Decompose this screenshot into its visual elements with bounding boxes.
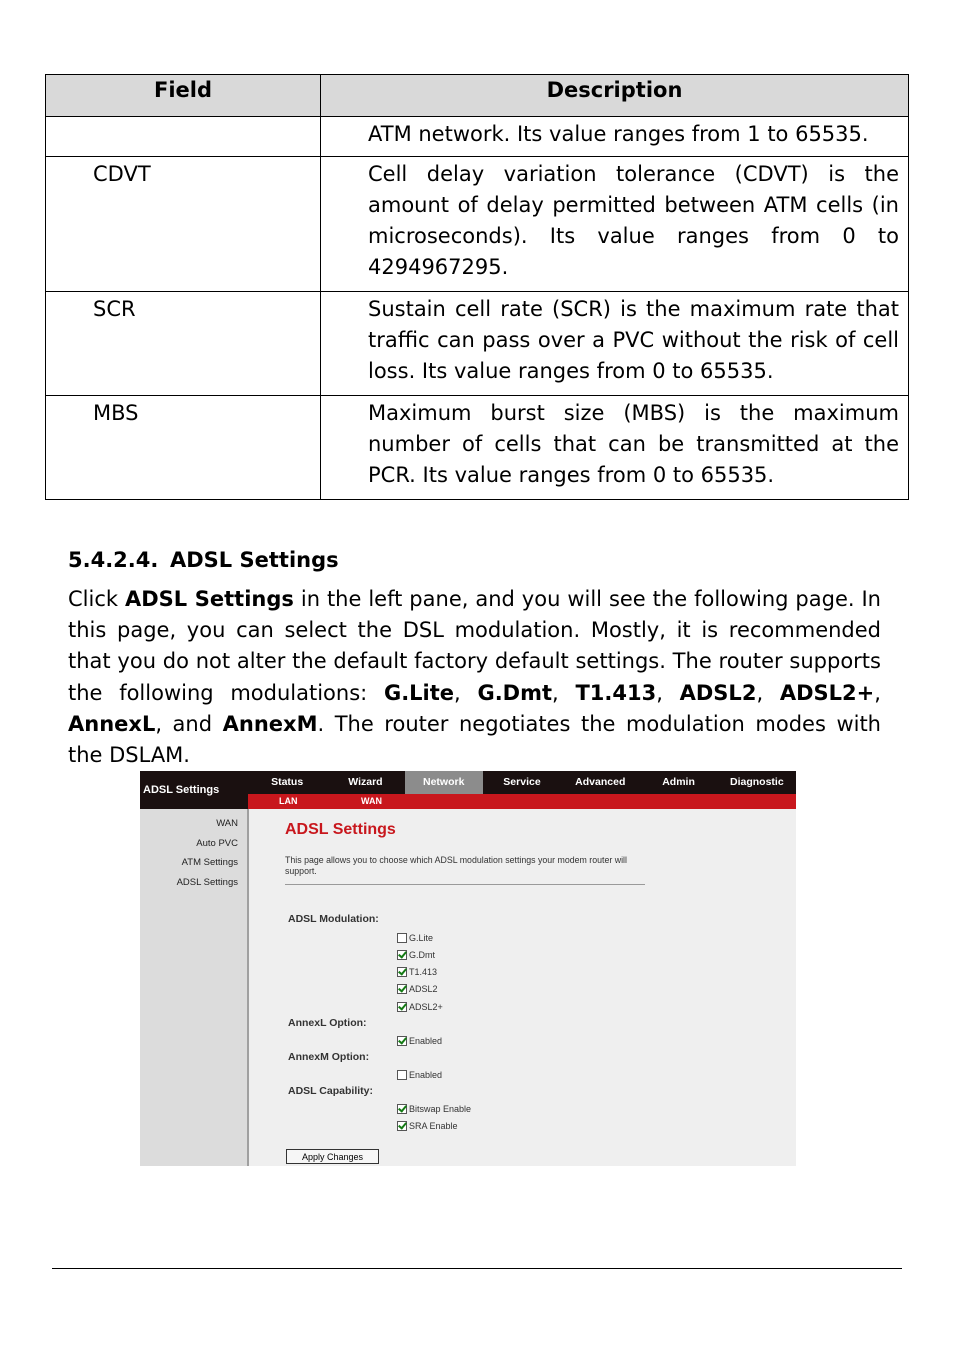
table-row — [46, 292, 909, 396]
checkbox-label: ADSL2 — [409, 984, 438, 994]
sidebar-item-atm-settings[interactable]: ATM Settings — [181, 857, 238, 869]
checkbox-sra[interactable] — [397, 1120, 458, 1132]
router-sub-tabs — [248, 794, 796, 809]
column-header-field: Field — [46, 75, 321, 117]
checkbox-checked-icon[interactable] — [397, 984, 407, 994]
modulation-name: AnnexM — [222, 711, 318, 736]
subtab-lan[interactable]: LAN — [279, 796, 298, 806]
apply-changes-button[interactable]: Apply Changes — [286, 1149, 379, 1164]
checkbox-g-dmt[interactable] — [397, 949, 435, 961]
paragraph-text: . The router negotiates the modulation modes with the DSLAM. — [68, 711, 881, 768]
page-description: This page allows you to choose which ADSL modulation settings your modem router will support. — [285, 855, 627, 876]
table-header-row — [46, 75, 909, 117]
tab-network[interactable]: Network — [405, 771, 483, 794]
parameter-table — [45, 74, 909, 500]
tab-advanced[interactable]: Advanced — [575, 776, 626, 788]
table-row — [46, 396, 909, 500]
tab-service[interactable]: Service — [503, 776, 541, 788]
separator: , and — [155, 711, 213, 736]
tab-admin[interactable]: Admin — [662, 776, 695, 788]
router-sidebar — [140, 809, 249, 1166]
sidebar-item-wan[interactable]: WAN — [216, 818, 238, 829]
separator: , — [656, 680, 663, 705]
modulation-name: G.Dmt — [477, 680, 553, 705]
description-cell: Sustain cell rate (SCR) is the maximum rate that traffic can pass over a PVC without the risk of cell loss. Its value ranges from 0 to 65535. — [321, 292, 909, 396]
checkbox-adsl2[interactable] — [397, 983, 438, 995]
description-cell: Maximum burst size (MBS) is the maximum number of cells that can be transmitted at the PCR. Its value ranges from 0 to 65535. — [321, 396, 909, 500]
separator: , — [552, 680, 559, 705]
section-paragraph — [68, 584, 881, 771]
separator: , — [756, 680, 764, 705]
checkbox-annexl-enabled[interactable] — [397, 1035, 442, 1047]
page-title: ADSL Settings — [285, 821, 396, 838]
checkbox-checked-icon[interactable] — [397, 1002, 407, 1012]
checkbox-icon[interactable] — [397, 933, 407, 943]
adsl-modulation-label: ADSL Modulation: — [288, 913, 379, 925]
checkbox-checked-icon[interactable] — [397, 1121, 407, 1131]
checkbox-label: G.Lite — [409, 933, 434, 943]
annexl-option-label: AnnexL Option: — [288, 1017, 367, 1029]
modulation-name: T1.413 — [575, 680, 657, 705]
checkbox-label: Enabled — [409, 1036, 443, 1046]
field-cell: SCR — [46, 292, 321, 396]
description-cell: Cell delay variation tolerance (CDVT) is the amount of delay permitted between ATM cells (in microseconds). Its value ranges from 0 to 4294967295. — [321, 157, 909, 292]
annexm-option-label: AnnexM Option: — [288, 1051, 370, 1063]
section-number: 5.4.2.4. — [68, 548, 159, 572]
checkbox-label: G.Dmt — [409, 950, 435, 960]
checkbox-checked-icon[interactable] — [397, 967, 407, 977]
field-cell: MBS — [46, 396, 321, 500]
footer-rule — [52, 1268, 902, 1269]
checkbox-icon[interactable] — [397, 1070, 407, 1080]
field-cell: CDVT — [46, 157, 321, 292]
modulation-name: AnnexL — [68, 711, 156, 736]
router-content — [250, 809, 796, 1166]
paragraph-text: in the left pane, and you will see the following page. In this page, you can select the DSL modulation. Mostly, it is recommended that you do not alter the default factory default settings. The router supports the following modulations: — [68, 587, 881, 705]
checkbox-label: T1.413 — [409, 967, 438, 977]
tab-status[interactable]: Status — [271, 776, 304, 788]
separator: , — [874, 680, 881, 705]
checkbox-label: ADSL2+ — [409, 1002, 443, 1012]
checkbox-checked-icon[interactable] — [397, 1036, 407, 1046]
modulation-name: ADSL2+ — [779, 680, 875, 705]
checkbox-label: Enabled — [409, 1070, 443, 1080]
tab-diagnostic[interactable]: Diagnostic — [729, 776, 784, 788]
separator: , — [454, 680, 461, 705]
modulation-name: G.Lite — [383, 680, 455, 705]
checkbox-checked-icon[interactable] — [397, 950, 407, 960]
paragraph-text: Click — [68, 587, 119, 611]
table-row — [46, 117, 909, 157]
field-cell — [46, 117, 321, 157]
checkbox-annexm-enabled[interactable] — [397, 1069, 442, 1081]
router-screenshot — [140, 771, 796, 1166]
checkbox-g-lite[interactable] — [397, 932, 433, 944]
checkbox-adsl2-plus[interactable] — [397, 1001, 443, 1013]
description-cell: ATM network. Its value ranges from 1 to 65535. — [321, 117, 909, 157]
modulation-name: ADSL2 — [679, 680, 757, 705]
divider — [285, 884, 645, 885]
sidebar-item-adsl-settings[interactable]: ADSL Settings — [176, 877, 238, 889]
tab-wizard[interactable]: Wizard — [348, 776, 383, 788]
menu-name: ADSL Settings — [125, 587, 294, 611]
checkbox-t1-413[interactable] — [397, 966, 437, 978]
section-title: ADSL Settings — [170, 548, 339, 572]
subtab-wan[interactable]: WAN — [361, 796, 382, 806]
column-header-description: Description — [321, 75, 909, 117]
router-page-brand: ADSL Settings — [140, 771, 248, 809]
checkbox-bitswap[interactable] — [397, 1103, 471, 1115]
section-heading — [68, 548, 339, 572]
checkbox-label: Bitswap Enable — [409, 1104, 472, 1114]
router-main-tabs — [248, 771, 796, 794]
checkbox-checked-icon[interactable] — [397, 1104, 407, 1114]
checkbox-label: SRA Enable — [409, 1121, 458, 1131]
sidebar-item-auto-pvc[interactable]: Auto PVC — [196, 837, 238, 849]
table-row — [46, 157, 909, 292]
adsl-capability-label: ADSL Capability: — [288, 1085, 373, 1097]
